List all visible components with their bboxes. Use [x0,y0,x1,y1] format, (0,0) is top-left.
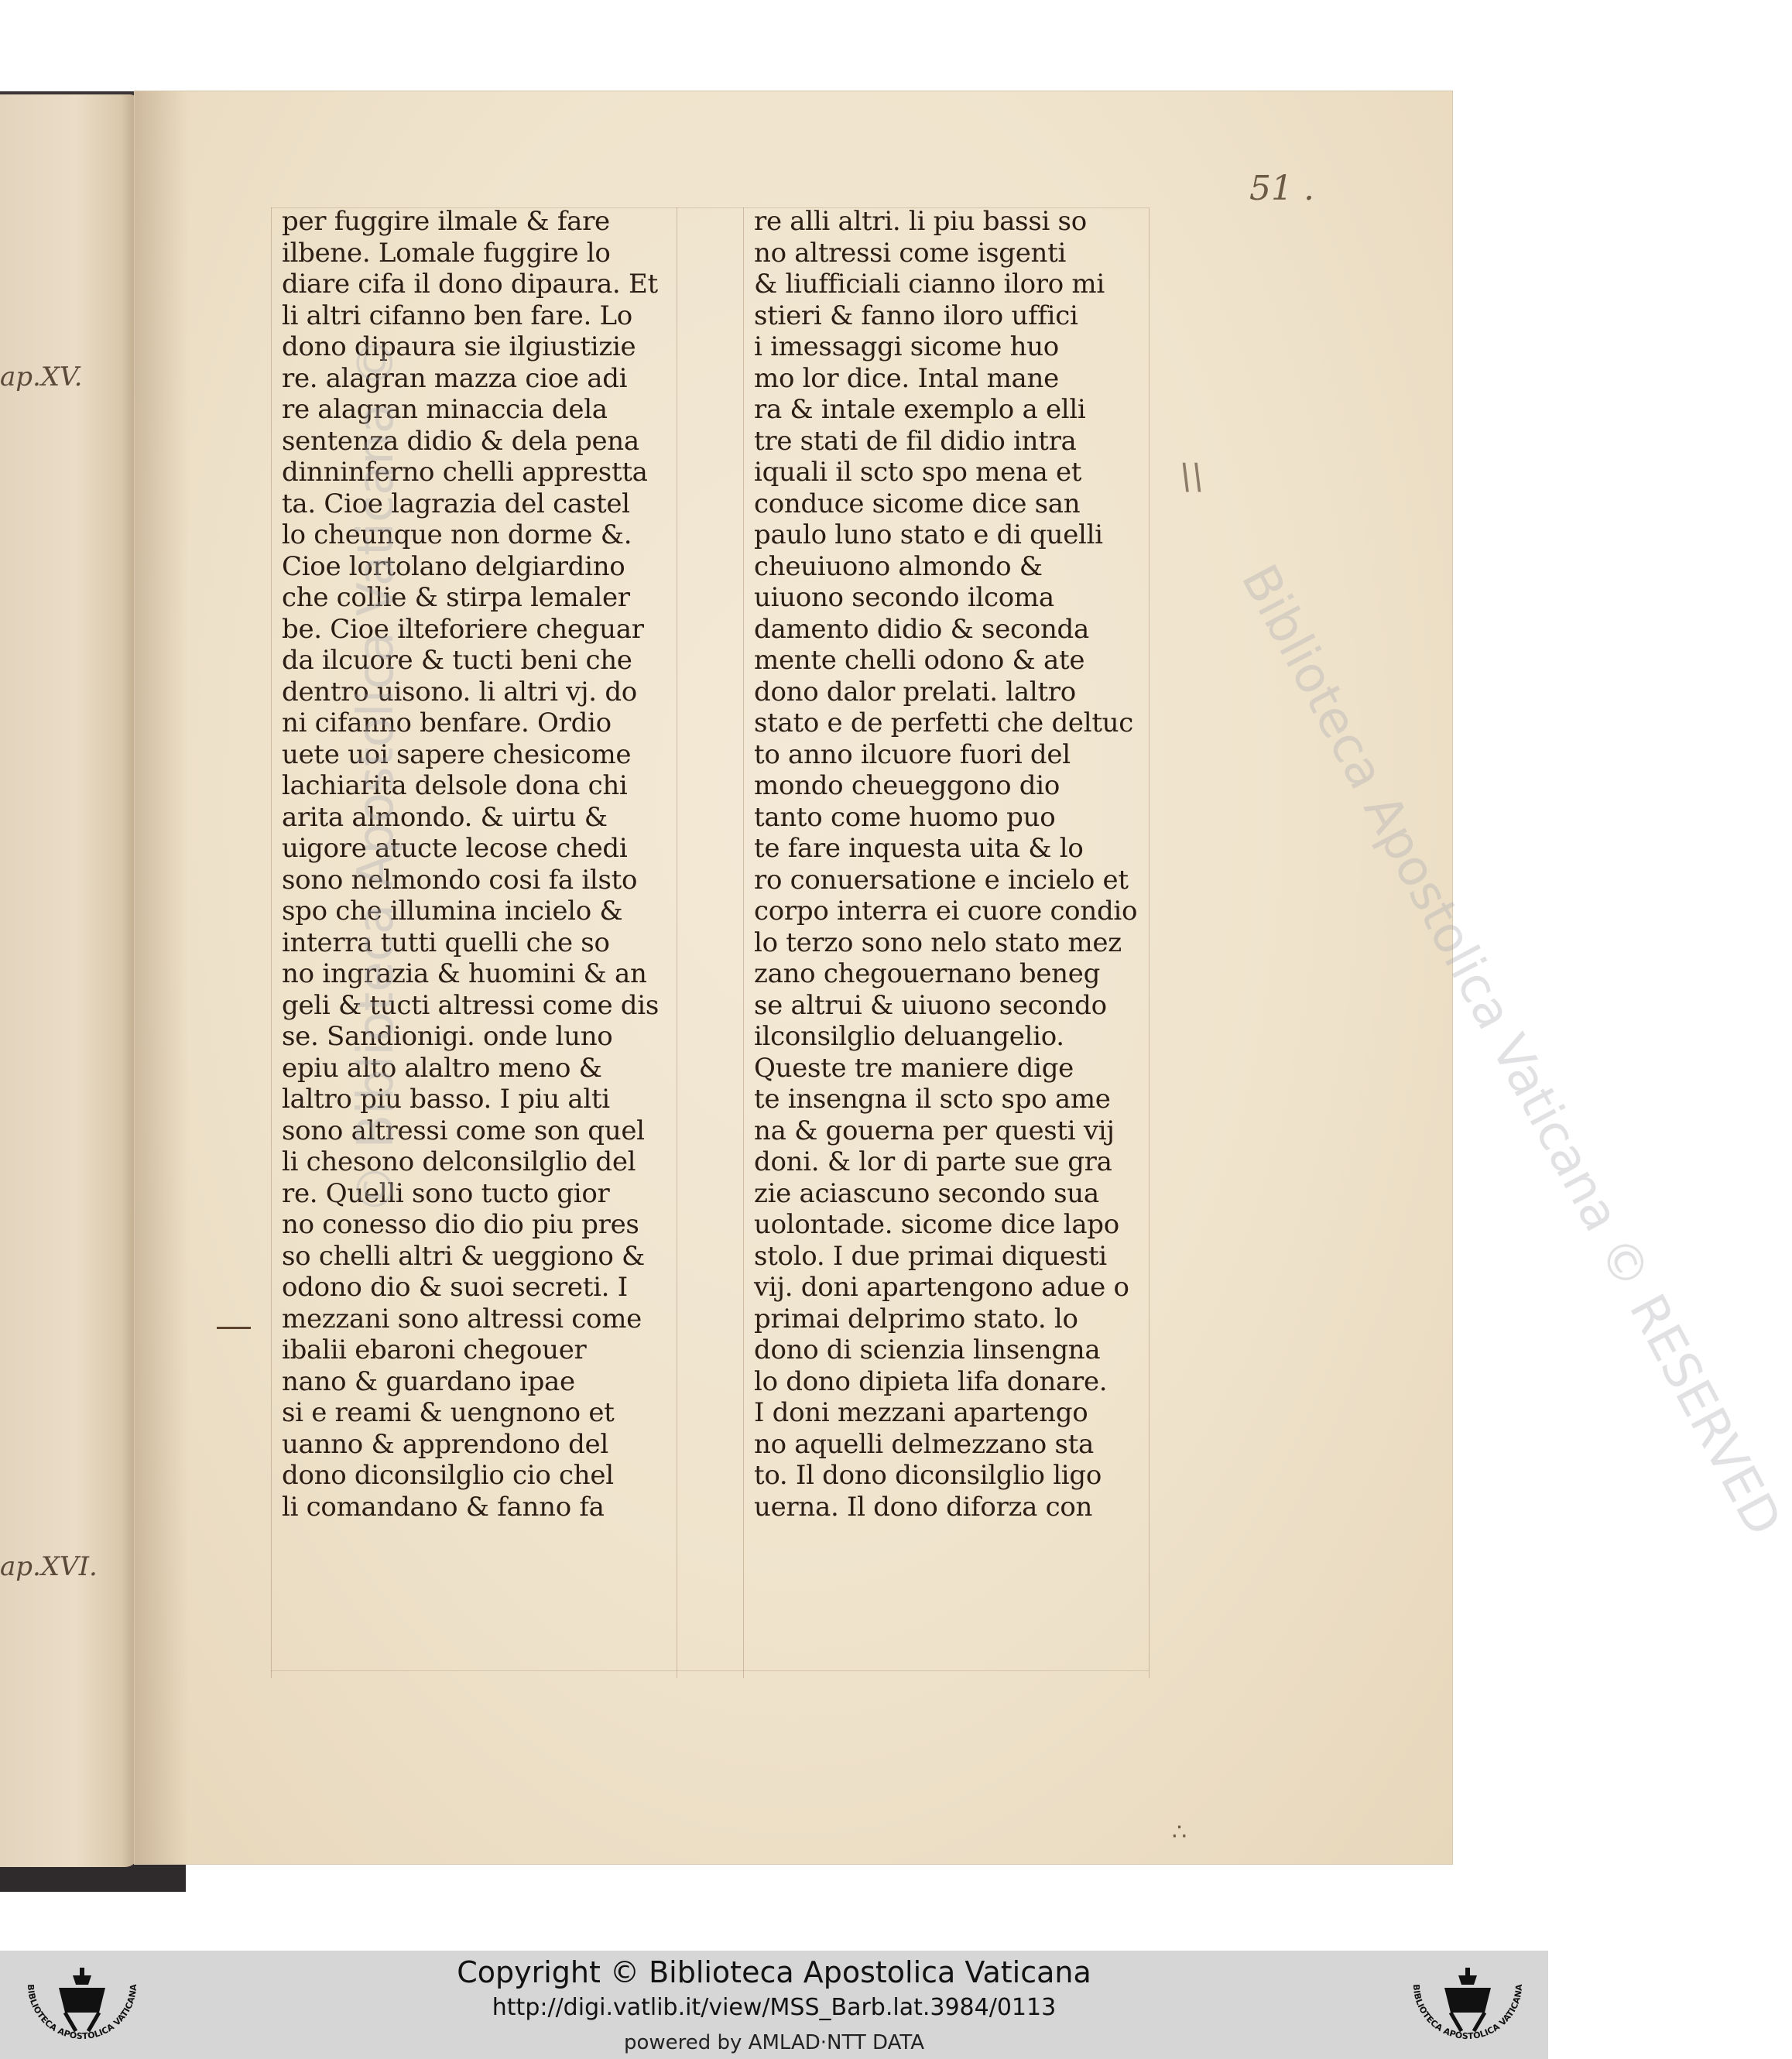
ink-dots: ∴ [1172,1819,1187,1846]
manuscript-line: to. Il dono diconsilglio ligo [754,1460,1102,1491]
marginal-chapter-note: ap.XV. [0,361,83,392]
manuscript-line: ro conuersatione e incielo et [754,864,1129,896]
manuscript-line: dono dalor prelati. laltro [754,676,1076,707]
manuscript-line: da ilcuore & tucti beni che [282,645,632,676]
manuscript-line: laltro piu basso. I piu alti [282,1084,610,1115]
manuscript-line: stolo. I due primai diquesti [754,1240,1107,1272]
manuscript-line: spo che illumina incielo & [282,896,623,927]
manuscript-line: re alli altri. li piu bassi so [754,206,1087,237]
manuscript-line: so chelli altri & ueggiono & [282,1240,645,1272]
manuscript-line: te insengna il scto spo ame [754,1084,1111,1115]
manuscript-line: be. Cioe ilteforiere cheguar [282,613,644,645]
manuscript-line: per fuggire ilmale & fare [282,206,610,237]
manuscript-line: Cioe lortolano delgiardino [282,550,625,582]
svg-text:BIBLIOTECA APOSTOLICA VATICANA: BIBLIOTECA APOSTOLICA VATICANA [25,1983,139,2042]
manuscript-line: re. Quelli sono tucto gior [282,1177,610,1209]
margin-dash-mark [217,1327,251,1329]
ruling-line [271,1670,1149,1671]
manuscript-line: arita almondo. & uirtu & [282,801,608,833]
manuscript-line: dentro uisono. li altri vj. do [282,676,637,707]
manuscript-line: uerna. Il dono diforza con [754,1491,1093,1523]
manuscript-line: sono nelmondo cosi fa ilsto [282,864,638,896]
manuscript-line: ra & intale exemplo a elli [754,394,1086,425]
manuscript-line: se. Sandionigi. onde luno [282,1021,613,1052]
manuscript-line: tre stati de fil didio intra [754,425,1077,457]
manuscript-line: mondo cheueggono dio [754,770,1060,801]
manuscript-line: & liufficiali cianno iloro mi [754,269,1105,300]
manuscript-line: uigore atucte lecose chedi [282,833,628,864]
manuscript-line: ilbene. Lomale fuggire lo [282,237,611,269]
manuscript-line: lachiarita delsole dona chi [282,770,628,801]
manuscript-line: uete uoi sapere chesicome [282,738,632,770]
manuscript-line: se altrui & uiuono secondo [754,989,1107,1021]
manuscript-line: diare cifa il dono dipaura. Et [282,269,658,300]
manuscript-line: odono dio & suoi secreti. I [282,1272,628,1303]
manuscript-line: no ingrazia & huomini & an [282,958,647,989]
manuscript-folio [135,91,1792,1864]
manuscript-line: interra tutti quelli che so [282,927,610,958]
marginal-chapter-note: ap.XVI. [0,1551,98,1582]
manuscript-line: paulo luno stato e di quelli [754,519,1103,550]
manuscript-line: lo terzo sono nelo stato mez [754,927,1122,958]
manuscript-line: na & gouerna per questi vij [754,1115,1115,1146]
manuscript-line: te fare inquesta uita & lo [754,833,1084,864]
manuscript-line: I doni mezzani apartengo [754,1397,1088,1428]
manuscript-line: dono di scienzia linsengna [754,1334,1101,1365]
manuscript-line: mo lor dice. Intal mane [754,362,1059,394]
watermark-diagonal: Biblioteca Apostolica Vaticana © RESERVED [1229,556,1792,1545]
manuscript-line: li comandano & fanno fa [282,1491,605,1523]
manuscript-line: tanto come huomo puo [754,801,1056,833]
manuscript-line: dono dipaura sie ilgiustizie [282,331,636,362]
manuscript-line: mezzani sono altressi come [282,1303,642,1334]
manuscript-line: ta. Cioe lagrazia del castel [282,488,630,519]
manuscript-line: li chesono delconsilglio del [282,1146,636,1177]
manuscript-line: primai delprimo stato. lo [754,1303,1078,1334]
copyright-text: Copyright © Biblioteca Apostolica Vaticana [457,1955,1091,1989]
facing-page-edge [0,94,138,1867]
manuscript-line: lo cheunque non dorme &. [282,519,632,550]
manuscript-line: to anno ilcuore fuori del [754,738,1071,770]
manuscript-line: no conesso dio dio piu pres [282,1209,639,1240]
manuscript-line: ni cifanno benfare. Ordio [282,707,612,738]
manuscript-line: corpo interra ei cuore condio [754,896,1138,927]
pencil-mark: \\ [1180,455,1204,497]
manuscript-line: conduce sicome dice san [754,488,1081,519]
manuscript-line: stato e de perfetti che deltuc [754,707,1134,738]
manuscript-line: zie aciascuno secondo sua [754,1177,1099,1209]
manuscript-line: damento didio & seconda [754,613,1089,645]
vatican-library-logo-icon [1390,1961,1545,2051]
manuscript-line: i imessaggi sicome huo [754,331,1059,362]
copyright-footer [0,1951,1548,2059]
manuscript-line: li altri cifanno ben fare. Lo [282,300,632,331]
manuscript-line: uanno & apprendono del [282,1428,608,1460]
manuscript-line: ilconsilglio deluangelio. [754,1021,1064,1052]
manuscript-line: stieri & fanno iloro uffici [754,300,1078,331]
manuscript-line: Queste tre maniere dige [754,1052,1074,1084]
manuscript-line: sono altressi come son quel [282,1115,645,1146]
svg-text:BIBLIOTECA APOSTOLICA VATICANA: BIBLIOTECA APOSTOLICA VATICANA [1410,1983,1525,2042]
manuscript-line: lo dono dipieta lifa donare. [754,1365,1108,1397]
manuscript-line: cheuiuono almondo & [754,550,1043,582]
manuscript-line: uiuono secondo ilcoma [754,582,1054,613]
manuscript-line: epiu alto alaltro meno & [282,1052,602,1084]
manuscript-line: no aquelli delmezzano sta [754,1428,1094,1460]
papal-crest-icon [1390,1961,1545,2051]
manuscript-line: dinninferno chelli apprestta [282,457,648,488]
manuscript-line: sentenza didio & dela pena [282,425,639,457]
manuscript-line: che collie & stirpa lemaler [282,582,630,613]
manuscript-line: dono diconsilglio cio chel [282,1460,614,1491]
manuscript-line: vij. doni apartengono adue o [754,1272,1129,1303]
manuscript-line: re alagran minaccia dela [282,394,608,425]
manuscript-line: re. alagran mazza cioe adi [282,362,628,394]
manuscript-line: no altressi come isgenti [754,237,1067,269]
manuscript-line: nano & guardano ipae [282,1365,575,1397]
manuscript-line: iquali il scto spo mena et [754,457,1082,488]
manuscript-line: geli & tucti altressi come dis [282,989,659,1021]
manuscript-line: mente chelli odono & ate [754,645,1085,676]
gutter-shadow [135,91,189,1864]
powered-by-text: powered by AMLAD·NTT DATA [623,2031,925,2054]
manuscript-line: zano chegouernano beneg [754,958,1101,989]
text-column-right [754,206,1172,1523]
permalink-url[interactable]: http://digi.vatlib.it/view/MSS_Barb.lat.3984/0113 [492,1994,1057,2021]
folio-number: 51 . [1249,169,1314,208]
manuscript-line: si e reami & uengnono et [282,1397,615,1428]
ruling-line [271,207,272,1678]
manuscript-line: uolontade. sicome dice lapo [754,1209,1119,1240]
watermark-vertical: © Biblioteca Apostolica Vaticana © [348,337,405,1214]
manuscript-line: ibalii ebaroni chegouer [282,1334,587,1365]
ruling-line [743,207,744,1678]
manuscript-line: doni. & lor di parte sue gra [754,1146,1112,1177]
text-column-left [282,206,700,1523]
